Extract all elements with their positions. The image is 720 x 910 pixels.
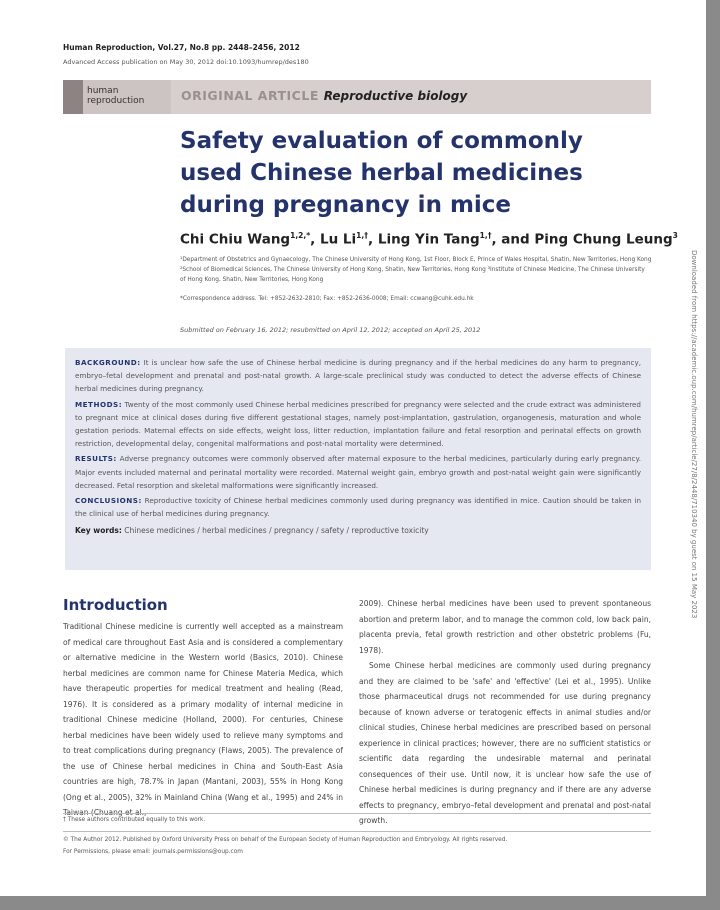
journal-logo-line: reproduction — [87, 96, 145, 106]
article-title: Safety evaluation of commonly used Chinese herbal medicines during pregnancy in mice — [180, 128, 583, 218]
submission-dates: Submitted on February 16, 2012; resubmitted on April 12, 2012; accepted on April 25, 2012 — [180, 326, 481, 334]
author-name: Ping Chung Leung — [534, 231, 673, 248]
intro-heading: Introduction — [63, 596, 168, 614]
copyright: © The Author 2012. Published by Oxford University Press on behalf of the European Society of Human Reproduction and Embryology. All rights reserved. — [63, 837, 508, 843]
separator: , — [368, 231, 378, 248]
author-sup: 1,† — [479, 231, 492, 240]
paragraph: Some Chinese herbal medicines are commonly used during pregnancy and they are claimed to be 'safe' and 'effective' (Lei et al., 1995). Unlike those pharmaceutical drugs not recommended for use during pregnancy because of known adverse or teratogenic effects in animal studies and/or clinical studies, Chinese herbal medicines are prescribed based on personal experience in clinical practices; however, there are no sufficient statistics or scientific data regarding the undesirable maternal and perinatal consequences of their use. Until now, it is unclear how safe the use of Chinese herbal medicines is during pregnancy and if there are any adverse effects to pregnancy, embryo–fetal development and prenatal and post-natal growth. — [359, 661, 651, 825]
article-section: Reproductive biology — [323, 89, 468, 103]
access-doi: Advanced Access publication on May 30, 2012 doi:10.1093/humrep/des180 — [63, 58, 309, 66]
footnote: † These authors contributed equally to this work. — [63, 817, 206, 823]
journal-logo-line: human — [87, 86, 119, 96]
section-text: Adverse pregnancy outcomes were commonly observed after maternal exposure to the herbal medicines, particularly during early pregnancy. Major events included maternal and perinatal mortality were recorded. Maternal weight gain, embryo growth and post-natal weight gain were significantly decreased. Fetal resorption and skeletal malformations were significantly increased. — [75, 454, 641, 490]
keywords-text: Chinese medicines / herbal medicines / pregnancy / safety / reproductive toxicity — [121, 526, 429, 536]
author-name: Lu Li — [320, 231, 357, 248]
author-name: Ling Yin Tang — [377, 231, 480, 248]
section-label: BACKGROUND: — [75, 358, 141, 367]
section-text: It is unclear how safe the use of Chinese herbal medicine is during pregnancy and if the herbal medicines do any harm to pregnancy, embryo–fetal development and prenatal and post-natal growth. A large-scale preclinical study was conducted to detect the adverse effects of Chinese herbal medicines during pregnancy. — [75, 358, 641, 394]
intro-left-column — [63, 619, 343, 821]
author-sup: 3 — [672, 231, 678, 240]
affiliations: ¹Department of Obstetrics and Gynaecology, The Chinese University of Hong Kong, 1st Floor, Block E, Prince of Wales Hospital, Shatin, New Territories, Hong Kong ²School of Biomedical Sciences, The Chinese University of Hong Kong, Shatin, New Territories, Hong Kong ³Institute of Chinese Medicine, The Chinese University of Hong Kong, Shatin, New Territories, Hong Kong — [180, 257, 652, 283]
author-sup: 1,† — [356, 231, 368, 240]
divider — [63, 831, 651, 832]
section-text: Reproductive toxicity of Chinese herbal medicines commonly used during pregnancy was identified in mice. Caution should be taken in the clinical use of herbal medicines during pregnancy. — [75, 496, 641, 519]
download-note: Downloaded from https://academic.oup.com/humrep/article/27/8/2448/710340 by guest on 15 May 2023 — [690, 250, 698, 619]
abstract-results — [75, 452, 641, 492]
abstract-background — [75, 356, 641, 396]
abstract-methods — [75, 398, 641, 451]
banner-strip — [63, 80, 83, 114]
keywords-label: Key words: — [75, 526, 122, 536]
paragraph: 2009). Chinese herbal medicines have been used to prevent spontaneous abortion and preterm labor, and to manage the common cold, low back pain, placenta previa, fetal growth restriction and other obstetric problems (Fu, 1978). — [359, 599, 651, 655]
journal-logo — [83, 80, 171, 114]
paragraph: Traditional Chinese medicine is currently well accepted as a mainstream of medical care throughout East Asia and is considered a complementary or alternative medicine in the Western world (Basics, 2010). Chinese herbal medicines are common name for Chinese Materia Medica, which have therapeutic properties for medical treatment and healing (Read, 1976). It is considered as a primary modality of internal medicine in traditional Chinese medicine (Holland, 2000). For centuries, Chinese herbal medicines have been widely used to relieve many symptoms and to treat complications during pregnancy (Flaws, 2005). The prevalence of the use of Chinese herbal medicines in China and South-East Asia countries are high, 78.7% in Japan (Mantani, 2003), 55% in Hong Kong (Ong et al., 2005), 32% in Mainland China (Wang et al., 1995) and 24% in — [63, 622, 343, 802]
article-type-label: ORIGINAL ARTICLE — [181, 88, 319, 103]
section-text: Twenty of the most commonly used Chinese herbal medicines prescribed for pregnancy were selected and the crude extract was administered to pregnant mice at clinical doses during five different gestational stages, namely post-implantation, gastrulation, organogenesis, maturation and whole gestation periods. Maternal effects on side effects, weight loss, litter reduction, implantation failure and fetal resorption and perinatal effects on growth restriction, developmental delay, congenital malformations and post-natal mortality were determined. — [75, 399, 641, 449]
intro-right-column — [359, 596, 651, 829]
correspondence: *Correspondence address. Tel: +852-2632-2810; Fax: +852-2636-0008; Email: ccwang@cuhk.edu.hk — [180, 296, 474, 302]
section-label: CONCLUSIONS: — [75, 496, 142, 506]
author-list — [180, 231, 678, 248]
journal-citation: Human Reproduction, Vol.27, No.8 pp. 2448–2456, 2012 — [63, 43, 300, 52]
section-label: METHODS: — [75, 399, 123, 409]
abstract-box — [65, 348, 651, 570]
separator: , — [310, 231, 321, 248]
section-label: RESULTS: — [75, 454, 117, 464]
article-type — [181, 88, 467, 103]
journal-banner — [63, 80, 651, 114]
abstract-conclusions — [75, 494, 641, 520]
divider — [63, 813, 651, 814]
permissions: For Permissions, please email: journals.permissions@oup.com — [63, 849, 243, 855]
author-sup: 1,2,* — [290, 231, 311, 240]
author-name: Chi Chiu Wang — [180, 231, 291, 248]
separator: , and — [491, 231, 535, 248]
keywords — [75, 524, 641, 537]
